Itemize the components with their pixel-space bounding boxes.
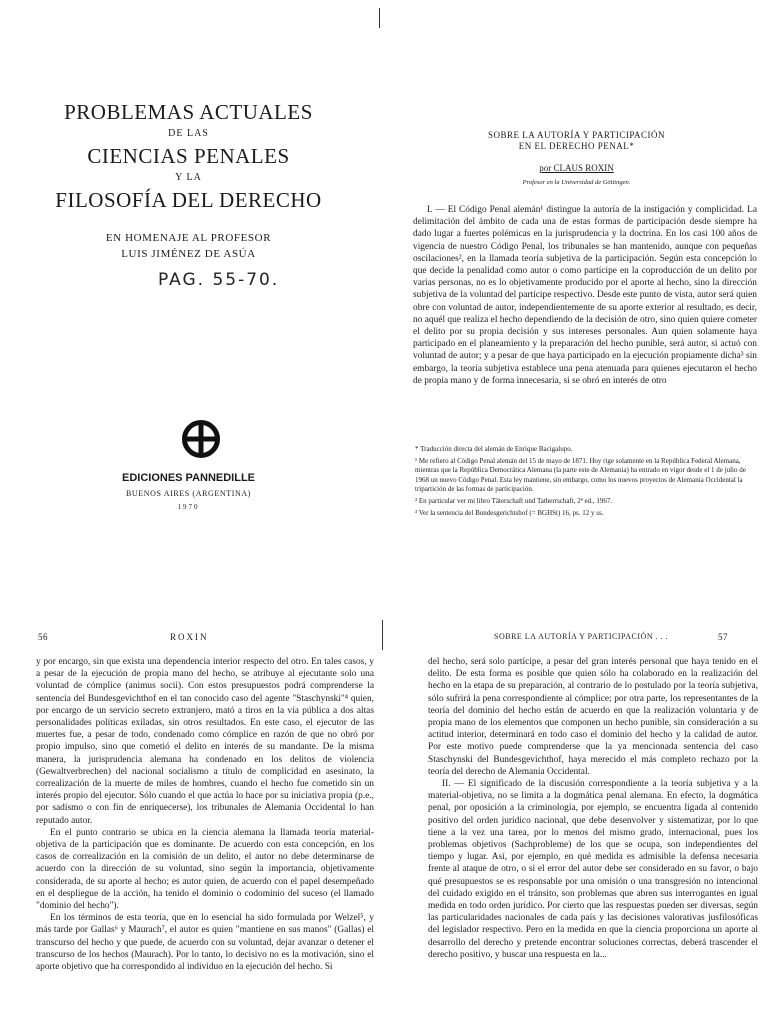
paragraph: y por encargo, sin que exista una dependencia interior respecto del otro. En tales casos, y a pesar de la ejecución de propia mano del hecho, se atribuye al ejecutante solo una voluntad de cómplice (animus socii). Con estos presupuestos podrá comprenderse la sentencia del Bundesgevichthof en el tan conocido caso del agente "Staschynski"⁴ quien, por encargo de un servicio secreto extranjero, mató a tiros en la vía pública a dos altas personalidades políticas exiladas, sin otros resultados. En este caso, el ejecutor de las muertes fue, a pesar de todo, condenado como cómplice en razón de que no obró por propio impulso, sino que cometió el delito en interés de su mandante. De la misma manera, la jurisprudencia alemana ha condenado en los delitos de violencia (Gewaltverbrechen) del nacional socialismo a título de complicidad en asesinato, la correalización de la muerte de miles de hombres, cuando el hecho fue cometido sin un interés propio del ejecutor. Sólo cuando el que actúa lo hace por su iniciativa propia (p.e., por sadismo o con fin de enriquecerse), los tribunales de Alemania Occidental lo han reputado autor.: [36, 657, 374, 826]
homage-line-2: LUIS JIMÉNEZ DE ASÚA: [121, 248, 256, 260]
footnote: * Traducción directa del alemán de Enrique Bacigalupo.: [415, 445, 573, 453]
paragraph: II. — El significado de la discusión correspondiente a la teoría subjetiva y a la material-objetiva, no se limita a la dogmática penal alemana. En efecto, la dogmática penal, por oposición a la criminología, por ejemplo, se encuentra ligada al contenido positivo del orden jurídico nacional, que debe desenvolver y sistematizar, por lo que tiene a la vez una tarea, por lo menos del mismo grado, internacional, pues los problemas objetivos (Sachprobleme) de los que se ocupa, son independientes del tiempo y lugar. Así, por ejemplo, en qué medida es admisible la defensa necesaria frente al ataque de otro, o si el error del autor debe ser considerado en su favor, o bajo qué presupuestos se es responsable por una omisión o una transgresión no intencional del cuidado exigido en el tránsito, son problemas que abren sus interrogantes en igual medida en todo orden jurídico. Por cierto que las respuestas pueden ser diversas, según las particularidades nacionales de cada país y las decisiones valorativas jusfilosóficas del legislador respectivo. Pero en la medida en que la ciencia proporciona un aporte al desarrollo del derecho y pretende encontrar soluciones correctas, deberá trascender el derecho positivo, y buscar una respuesta en la...: [428, 779, 758, 960]
handwritten-page-note: PAG. 55-70.: [158, 270, 280, 290]
book-title-line-2: DE LAS: [168, 128, 209, 139]
page-56-text: [36, 656, 374, 973]
footnote: ¹ Me refiero al Código Penal alemán del 15 de mayo de 1871. Hoy rige solamente en la República Federal Alemana, mientras que la República Democrática Alemana (la parte este de Alemania) ha entrado en vigor desde el 1 de julio de 1968 un nuevo Código Penal. Esta ley mantiene, sin embargo, como los nuevos proyectos de Alemania Occidental la tripartición de las formas de participación.: [415, 456, 746, 494]
paragraph: En el punto contrario se ubica en la ciencia alemana la llamada teoría material-objetiva de la participación que es dominante. De acuerdo con esta concepción, en los casos de correalización en la comisión de un delito, el autor no debe determinarse de acuerdo con la dirección de su voluntad, sino según la importancia, objetivamente considerada, de su aporte al hecho; es autor quien, de acuerdo con el papel desempeñado en el despliegue de la acción, ha tenido el dominio o codominio del suceso (el llamado "dominio del hecho").: [36, 827, 374, 912]
footnote: ² En particular ver mi libro Täterschaft und Tatherrschaft, 2ª ed., 1967.: [415, 496, 613, 505]
page-number: 57: [718, 632, 728, 642]
page-56: [0, 600, 383, 1024]
title-page: [0, 0, 377, 560]
article-paragraph-1: I. — El Código Penal alemán¹ distingue la autoría de la instigación y complicidad. La delimitación del ámbito de cada una de estas formas de participación desde siempre ha dado lugar a fuertes polémicas en la jurisprudencia y la doctrina. En los casi 100 años de vigencia de nuestro Código Penal, los tribunales se han mantenido, aunque con pequeñas oscilaciones², en la llamada teoría subjetiva de la participación. Según esta concepción lo que decide la penalidad como autor o como partícipe en la coproducción de un delito por varias personas, no es lo objetivamente producido por el aporte al hecho, sino la dirección subjetiva de la voluntad del partícipe respectivo. Desde este punto de vista, autor será quien obre con voluntad de autor, independientemente de su aporte exterior al resultado, es decir, no aquél que realiza el hecho dependiendo de la decisión de otro, sino quien quiere cometer el delito por su propia decisión y sus intereses personales. Aun quien solamente haya participado en el planeamiento y la preparación del hecho punible, será autor, si actuó con voluntad de autor; y a pesar de que haya participado en la ejecución propiamente dicha³ sin embargo, la teoría subjetiva establece una pena atenuada para quienes ejecutaron el hecho de propia mano y de forma innecesaria, si se obró en interés de otro: [413, 205, 757, 386]
article-title-line-2: EN EL DERECHO PENAL*: [518, 141, 635, 151]
publisher-logo-icon: [182, 420, 220, 458]
book-title-line-5: FILOSOFÍA DEL DERECHO: [55, 188, 322, 212]
homage-line-1: EN HOMENAJE AL PROFESOR: [105, 232, 272, 244]
publisher-city: BUENOS AIRES (ARGENTINA): [125, 489, 252, 498]
running-head: SOBRE LA AUTORÍA Y PARTICIPACIÓN . . .: [494, 632, 669, 641]
running-head: ROXIN: [170, 632, 209, 642]
book-title-line-1: PROBLEMAS ACTUALES: [64, 100, 313, 124]
author-affiliation: Profesor en la Universidad de Göttingen.: [522, 179, 631, 186]
page-number: 56: [38, 632, 48, 642]
article-title-line-1: SOBRE LA AUTORÍA Y PARTICIPACIÓN: [488, 130, 665, 140]
paragraph: del hecho, será solo partícipe, a pesar del gran interés personal que haya tenido en el delito. De esta forma es posible que quien sólo ha colaborado en la realización del hecho en la etapa de su preparación, al contrario de lo postulado por la teoría subjetiva, sólo sufrirá la pena correspondiente al cómplice; por otra parte, los representantes de la teoría del dominio del hecho están de acuerdo en que la realización voluntaria y de propia mano de los elementos que componen un hecho punible, sin consideración a su actitud interior, determinará en todo caso el dominio del hecho y la calidad de autor. Por este motivo puede comprenderse que la ya mencionada sentencia del caso Staschynski del Bundesgevichthof, haya merecido el más completo rechazo por la teoría del derecho de Alemania Occidental.: [428, 657, 758, 777]
article-first-page: [385, 0, 768, 560]
publication-year: 1970: [177, 503, 200, 511]
page-57: [384, 600, 768, 1024]
publisher-name: EDICIONES PANNEDILLE: [121, 472, 256, 484]
book-title-line-3: CIENCIAS PENALES: [87, 144, 290, 168]
article-paragraph: [413, 204, 757, 387]
paragraph: En los términos de esta teoría, que en lo esencial ha sido formulada por Welzel⁵, y más tarde por Gallas⁶ y Maurach⁷, el autor es quien "mantiene en sus manos" (Gallas) el transcurso del hecho y que puede, de acuerdo con su voluntad, dejar avanzar o detener el transcurso de los hechos (Maurach). Por lo tanto, lo decisivo no es la motivación, sino el aporte objetivo que ha correspondido al individuo en la ejecución del hecho. Si: [36, 913, 374, 973]
footnotes: [415, 445, 757, 520]
book-title-line-4: Y LA: [175, 172, 202, 183]
fold-mark: [379, 8, 380, 28]
article-author: por CLAUS ROXIN: [539, 163, 614, 173]
page-57-text: [428, 656, 758, 961]
footnote: ³ Ver la sentencia del Bundesgerichtshof (= BGHSt) 16, ps. 12 y ss.: [415, 508, 604, 517]
article-title: [385, 130, 768, 152]
